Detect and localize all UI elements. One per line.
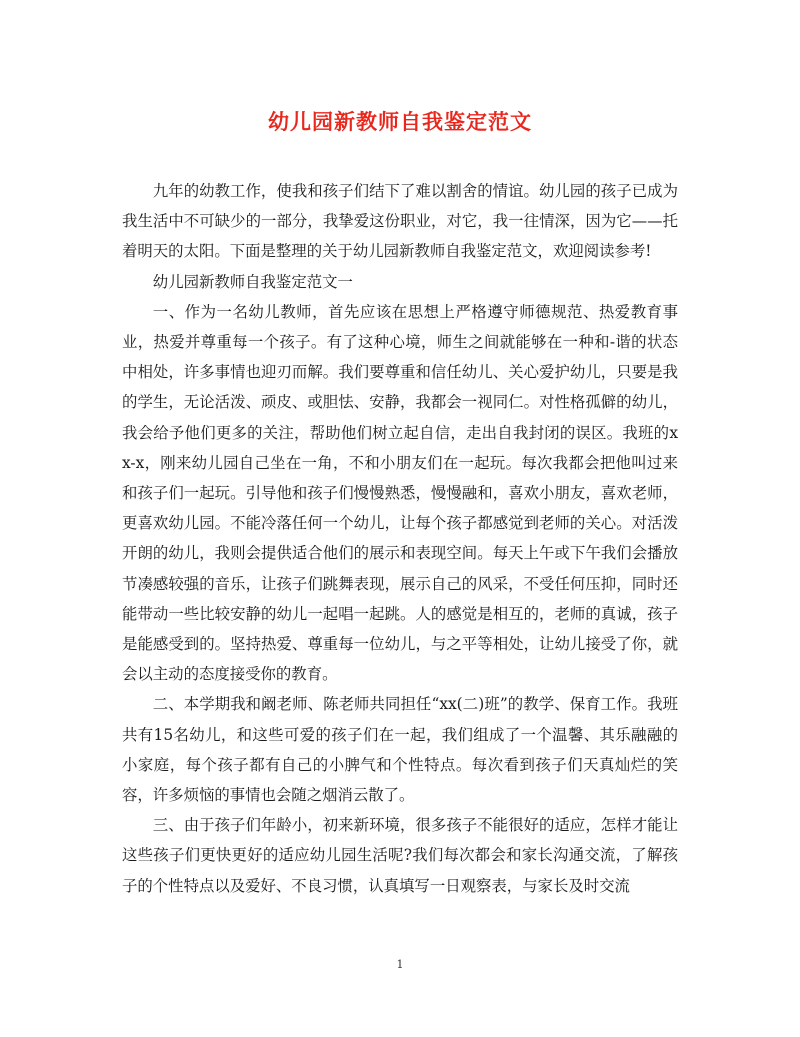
section-heading: 幼儿园新教师自我鉴定范文一: [152, 272, 353, 291]
body-paragraph-1: 一、作为一名幼儿教师，首先应该在思想上严格遵守师德规范、热爱教育事业，热爱并尊重每一个孩子。有了这种心境，师生之间就能够在一种和-谐的状态中相处，许多事情也迎刃而解。我们要尊重和信任幼儿、关心爱护幼儿，只要是我的学生，无论活泼、顽皮、或胆怯、安静，我都会一视同仁。对性格孤僻的幼儿，我会给予他们更多的关注，帮助他们树立起自信，走出自我封闭的误区。我班的xx-x，刚来幼儿园自己坐在一角，不和小朋友们在一起玩。每次我都会把他叫过来和孩子们一起玩。引导他和孩子们慢慢熟悉，慢慢融和，喜欢小朋友，喜欢老师，更喜欢幼儿园。不能冷落任何一个幼儿，让每个孩子都感觉到老师的关心。对活泼开朗的幼儿，我则会提供适合他们的展示和表现空间。每天上午或下午我们会播放节凑感较强的音乐，让孩子们跳舞表现，展示自己的风采，不受任何压抑，同时还能带动一些比较安静的幼儿一起唱一起跳。人的感觉是相互的，老师的真诚，孩子是能感受到的。坚持热爱、尊重每一位幼儿，与之平等相处，让幼儿接受了你，就会以主动的态度接受你的教育。: [122, 302, 678, 684]
body-paragraph-2: 二、本学期我和阚老师、陈老师共同担任“xx(二)班”的教学、保育工作。我班共有15名幼儿，和这些可爱的孩子们在一起，我们组成了一个温馨、其乐融融的小家庭，每个孩子都有自己的小脾气和个性特点。每次看到孩子们天真灿烂的笑容，许多烦恼的事情也会随之烟消云散了。: [122, 695, 678, 805]
document-body: [122, 176, 678, 901]
page-number: 1: [396, 958, 404, 971]
body-paragraph-3: 三、由于孩子们年龄小，初来新环境，很多孩子不能很好的适应，怎样才能让这些孩子们更快更好的适应幼儿园生活呢?我们每次都会和家长沟通交流，了解孩子的个性特点以及爱好、不良习惯，认真填写一日观察表，与家长及时交流: [122, 816, 678, 895]
document-title: 幼儿园新教师自我鉴定范文: [268, 109, 532, 134]
intro-paragraph: 九年的幼教工作，使我和孩子们结下了难以割舍的情谊。幼儿园的孩子已成为我生活中不可缺少的一部分，我挚爱这份职业，对它，我一往情深，因为它——托着明天的太阳。下面是整理的关于幼儿园新教师自我鉴定范文，欢迎阅读参考!: [122, 182, 678, 261]
